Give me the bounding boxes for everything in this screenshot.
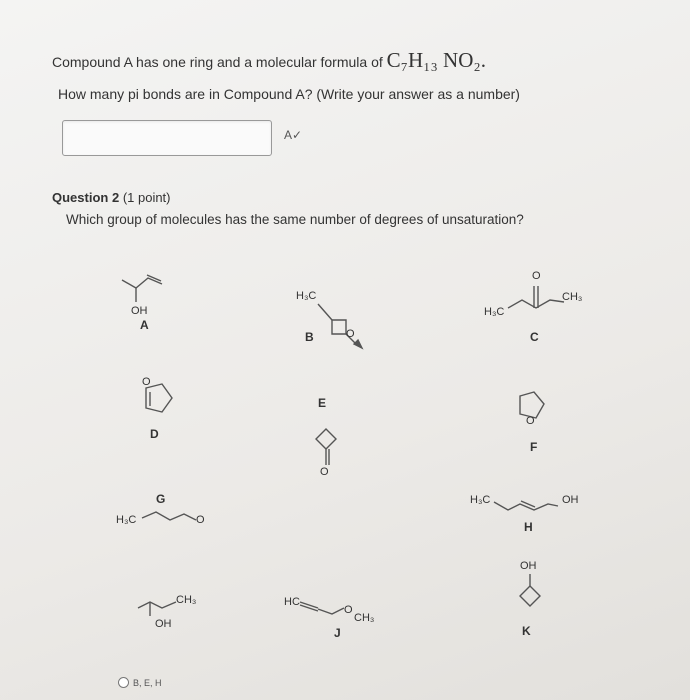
molecule-g-h3c: H₃C [116, 514, 137, 526]
molecule-d-oxygen: O [142, 376, 151, 388]
molecule-j-hc: HC [284, 596, 300, 608]
option-b-e-h[interactable] [118, 677, 162, 688]
molecule-b-oxygen: O [346, 328, 355, 340]
molecule-g-structure [142, 508, 202, 528]
option-radio[interactable] [118, 677, 129, 688]
question1-intro-text: Compound A has one ring and a molecular formula of [52, 54, 383, 70]
molecule-i-oh: OH [155, 618, 172, 630]
molecule-d-label: D [150, 427, 159, 441]
molecular-formula: C₇H₁₃ NO₂. [386, 48, 486, 72]
molecule-a-structure [118, 266, 168, 306]
question1-intro [52, 48, 486, 73]
molecule-e-label: E [318, 396, 327, 410]
molecule-k-structure [516, 574, 546, 614]
molecule-a-oh: OH [131, 305, 148, 317]
molecule-i-ch3: CH₃ [176, 594, 197, 606]
molecule-b-structure [318, 298, 368, 353]
molecule-g-label: G [156, 492, 166, 506]
molecule-j-ch3: CH₃ [354, 612, 375, 624]
molecule-i-structure [138, 596, 188, 620]
molecule-f-label: F [530, 440, 538, 454]
molecule-j-oxygen: O [344, 604, 353, 616]
molecule-h-structure [494, 496, 564, 518]
molecule-c-ch3: CH₃ [562, 291, 583, 303]
answer-input[interactable] [62, 120, 272, 156]
option-label: B, E, H [133, 677, 162, 688]
molecule-h-h3c: H₃C [470, 494, 491, 506]
spellcheck-icon[interactable]: A✓ [284, 128, 303, 142]
molecule-j-label: J [334, 626, 341, 640]
molecule-c-h3c: H₃C [484, 306, 505, 318]
molecule-g-oxygen: O [196, 514, 205, 526]
molecule-k-label: K [522, 624, 531, 638]
molecule-b-h3c: H₃C [296, 290, 317, 302]
molecule-k-oh: OH [520, 560, 537, 572]
question2-prompt: Which group of molecules has the same number of degrees of unsaturation? [66, 212, 524, 227]
question2-title [52, 190, 171, 205]
question2-title-text: Question 2 [52, 190, 120, 205]
molecule-c-structure [508, 282, 568, 316]
question1-prompt: How many pi bonds are in Compound A? (Write your answer as a number) [58, 86, 520, 102]
molecule-f-oxygen: O [526, 415, 535, 427]
molecule-c-label: C [530, 330, 539, 344]
molecule-b-label: B [305, 330, 314, 344]
molecule-c-oxygen: O [532, 270, 541, 282]
molecule-a-label: A [140, 318, 149, 332]
molecule-h-oh: OH [562, 494, 579, 506]
question2-points: (1 point) [122, 190, 171, 205]
molecule-h-label: H [524, 520, 533, 534]
molecule-e-oxygen: O [320, 466, 329, 478]
